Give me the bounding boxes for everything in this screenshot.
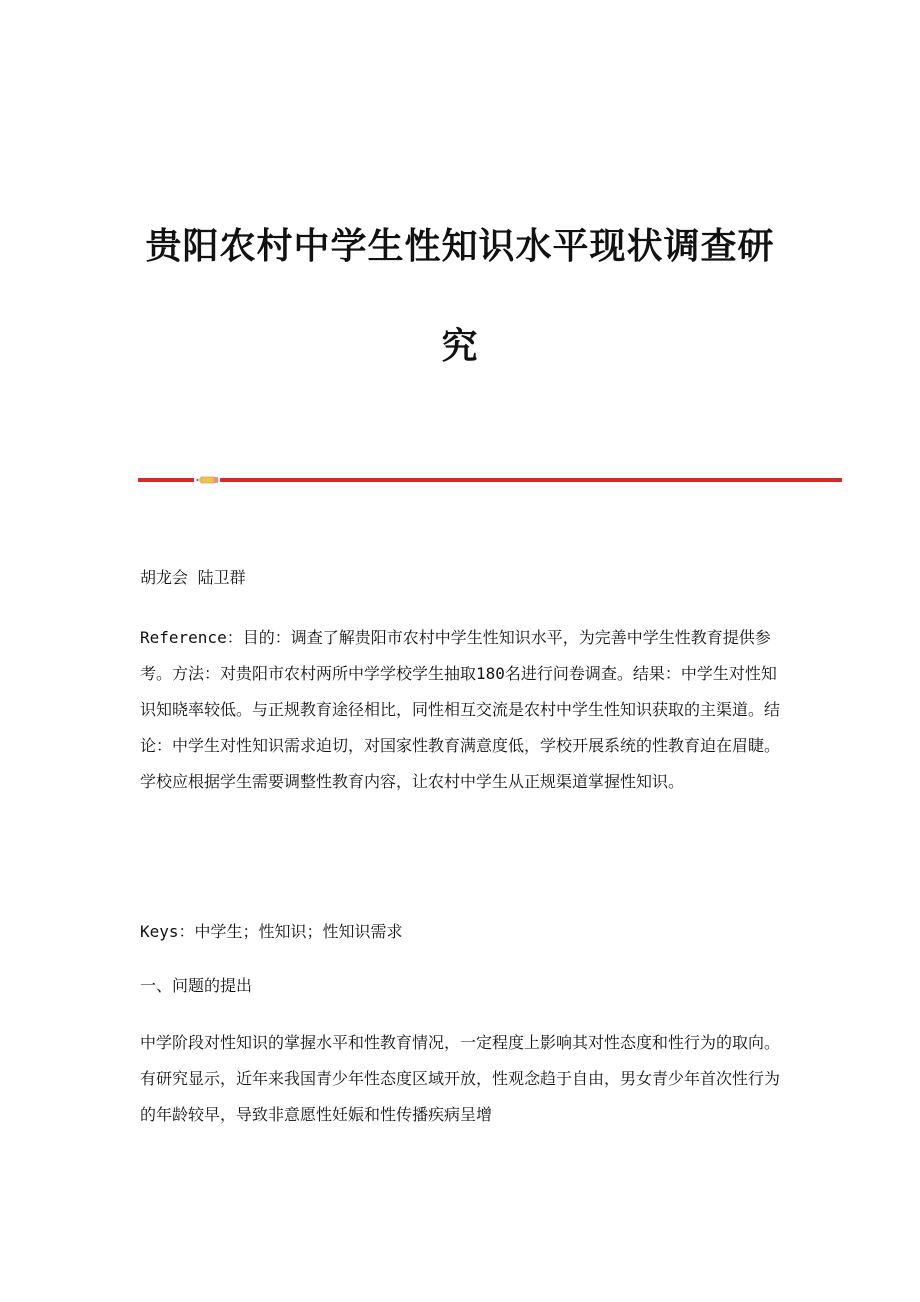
abstract-paragraph: Reference：目的：调查了解贵阳市农村中学生性知识水平，为完善中学生性教育提供参考。方法：对贵阳市农村两所中学学校学生抽取180名进行问卷调查。结果：中学生对性知识知晓率较低。与正规教育途径相比，同性相互交流是农村中学生性知识获取的主渠道。结论：中学生对性知识需求迫切，对国家性教育满意度低，学校开展系统的性教育迫在眉睫。学校应根据学生需要调整性教育内容，让农村中学生从正规渠道掌握性知识。 [140, 628, 781, 791]
divider-left-segment [138, 478, 194, 482]
section-body-paragraph: 中学阶段对性知识的掌握水平和性教育情况，一定程度上影响其对性态度和性行为的取向。有研究显示，近年来我国青少年性态度区域开放，性观念趋于自由，男女青少年首次性行为的年龄较早，导致非意愿性妊娠和性传播疾病呈增 [140, 1033, 781, 1124]
authors: 胡龙会 陆卫群 [140, 568, 246, 587]
document-title-line-2: 究 [441, 325, 479, 367]
keywords: Keys：中学生；性知识；性知识需求 [140, 922, 403, 941]
document-title-line-1: 贵阳农村中学生性知识水平现状调查研 [145, 225, 775, 267]
title-divider [138, 475, 842, 485]
section-heading: 一、问题的提出 [140, 976, 253, 995]
divider-right-segment [220, 478, 842, 482]
pencil-icon [196, 476, 218, 484]
